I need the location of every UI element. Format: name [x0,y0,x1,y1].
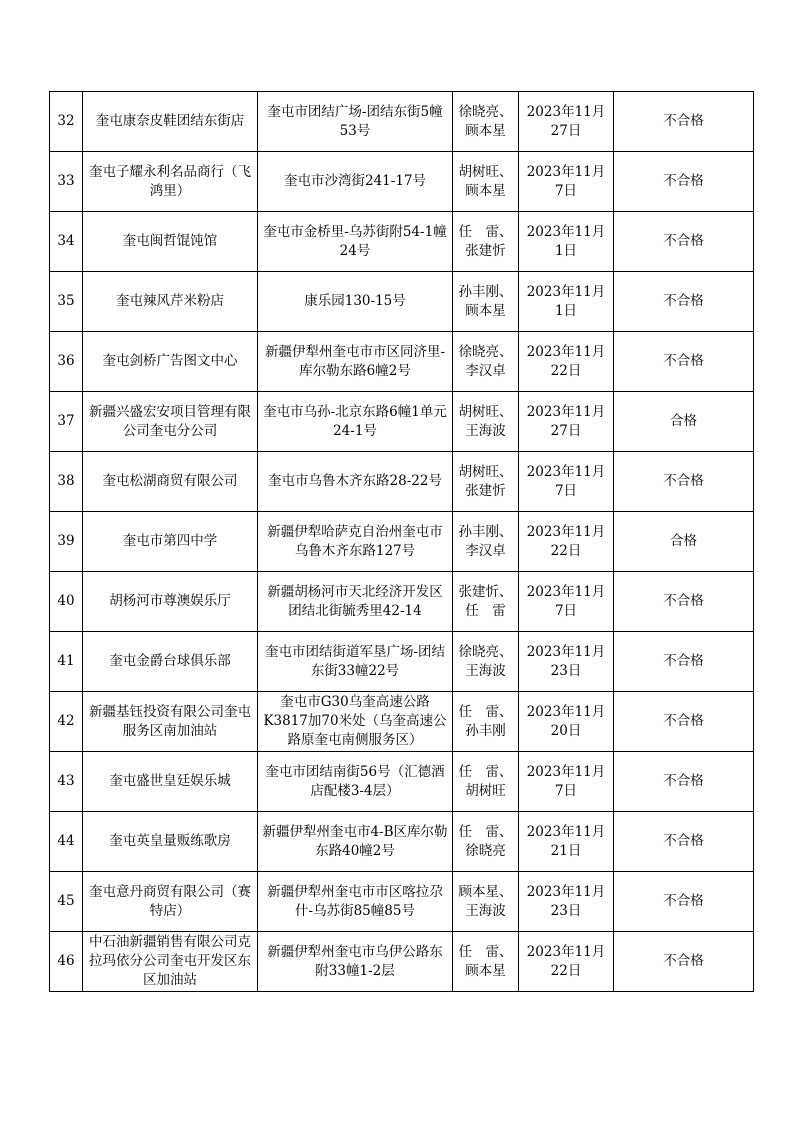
inspection-result: 不合格 [614,272,754,332]
entity-name: 新疆基钰投资有限公司奎屯服务区南加油站 [83,692,258,752]
entity-name: 奎屯英皇量贩练歌房 [83,812,258,872]
inspectors: 孙丰刚、李汉卓 [453,512,519,572]
row-number: 35 [50,272,83,332]
inspection-date: 2023年11月7日 [519,152,614,212]
entity-name: 奎屯市第四中学 [83,512,258,572]
table-row [50,152,754,212]
entity-address: 奎屯市团结广场-团结东街5幢53号 [258,92,453,152]
row-number: 42 [50,692,83,752]
table-row [50,212,754,272]
inspection-result: 不合格 [614,332,754,392]
inspectors: 任 雷、顾本星 [453,932,519,992]
table-row [50,812,754,872]
inspectors: 胡树旺、张建忻 [453,452,519,512]
table-row [50,332,754,392]
inspection-result: 合格 [614,512,754,572]
row-number: 45 [50,872,83,932]
inspection-date: 2023年11月27日 [519,392,614,452]
entity-address: 新疆伊犁州奎屯市乌伊公路东附33幢1-2层 [258,932,453,992]
entity-address: 新疆伊犁哈萨克自治州奎屯市乌鲁木齐东路127号 [258,512,453,572]
inspection-date: 2023年11月22日 [519,332,614,392]
entity-name: 奎屯辣风芹米粉店 [83,272,258,332]
entity-address: 奎屯市团结街道军垦广场-团结东街33幢22号 [258,632,453,692]
row-number: 37 [50,392,83,452]
entity-name: 奎屯闽哲馄饨馆 [83,212,258,272]
row-number: 38 [50,452,83,512]
entity-address: 奎屯市G30乌奎高速公路K3817加70米处（乌奎高速公路原奎屯南侧服务区） [258,692,453,752]
inspection-date: 2023年11月7日 [519,752,614,812]
entity-address: 奎屯市乌孙-北京东路6幢1单元24-1号 [258,392,453,452]
entity-address: 康乐园130-15号 [258,272,453,332]
entity-name: 奎屯盛世皇廷娱乐城 [83,752,258,812]
row-number: 40 [50,572,83,632]
inspection-result: 不合格 [614,152,754,212]
table-row [50,92,754,152]
entity-name: 奎屯意丹商贸有限公司（赛特店） [83,872,258,932]
inspectors: 任 雷、孙丰刚 [453,692,519,752]
row-number: 46 [50,932,83,992]
inspection-result: 不合格 [614,572,754,632]
table-row [50,452,754,512]
inspection-date: 2023年11月21日 [519,812,614,872]
entity-name: 奎屯康奈皮鞋团结东街店 [83,92,258,152]
entity-address: 新疆伊犁州奎屯市4-B区库尔勒东路40幢2号 [258,812,453,872]
entity-address: 新疆胡杨河市天北经济开发区团结北街毓秀里42-14 [258,572,453,632]
inspectors: 张建忻、任 雷 [453,572,519,632]
table-row [50,392,754,452]
inspection-date: 2023年11月20日 [519,692,614,752]
inspectors: 任 雷、徐晓亮 [453,812,519,872]
inspection-date: 2023年11月1日 [519,212,614,272]
inspection-result: 不合格 [614,752,754,812]
inspection-result: 不合格 [614,452,754,512]
inspection-result: 不合格 [614,632,754,692]
entity-name: 奎屯松湖商贸有限公司 [83,452,258,512]
inspection-result: 合格 [614,392,754,452]
entity-name: 奎屯剑桥广告图文中心 [83,332,258,392]
inspection-date: 2023年11月27日 [519,92,614,152]
entity-name: 新疆兴盛宏安项目管理有限公司奎屯分公司 [83,392,258,452]
inspectors: 任 雷、胡树旺 [453,752,519,812]
row-number: 41 [50,632,83,692]
inspectors: 任 雷、张建忻 [453,212,519,272]
table-row [50,692,754,752]
inspection-date: 2023年11月23日 [519,632,614,692]
inspection-result: 不合格 [614,212,754,272]
table-row [50,512,754,572]
row-number: 43 [50,752,83,812]
row-number: 39 [50,512,83,572]
entity-address: 奎屯市金桥里-乌苏街附54-1幢24号 [258,212,453,272]
inspectors: 胡树旺、王海波 [453,392,519,452]
inspection-date: 2023年11月23日 [519,872,614,932]
inspection-date: 2023年11月1日 [519,272,614,332]
table-row [50,932,754,992]
table-row [50,632,754,692]
inspection-date: 2023年11月22日 [519,932,614,992]
table-row [50,272,754,332]
inspectors: 胡树旺、顾本星 [453,152,519,212]
entity-address: 奎屯市沙湾街241-17号 [258,152,453,212]
entity-name: 胡杨河市尊澳娱乐厅 [83,572,258,632]
row-number: 34 [50,212,83,272]
row-number: 44 [50,812,83,872]
table-row [50,572,754,632]
inspection-date: 2023年11月7日 [519,572,614,632]
entity-address: 新疆伊犁州奎屯市市区同济里-库尔勒东路6幢2号 [258,332,453,392]
inspection-result: 不合格 [614,92,754,152]
inspection-date: 2023年11月22日 [519,512,614,572]
inspectors: 孙丰刚、顾本星 [453,272,519,332]
table-body [50,92,754,992]
inspection-result: 不合格 [614,692,754,752]
inspectors: 徐晓亮、顾本星 [453,92,519,152]
inspectors: 顾本星、王海波 [453,872,519,932]
entity-address: 奎屯市团结南街56号（汇德酒店配楼3-4层） [258,752,453,812]
inspection-result: 不合格 [614,812,754,872]
entity-name: 奎屯子耀永利名品商行（飞鸿里） [83,152,258,212]
entity-address: 奎屯市乌鲁木齐东路28-22号 [258,452,453,512]
inspection-date: 2023年11月7日 [519,452,614,512]
inspectors: 徐晓亮、王海波 [453,632,519,692]
entity-name: 中石油新疆销售有限公司克拉玛依分公司奎屯开发区东区加油站 [83,932,258,992]
row-number: 32 [50,92,83,152]
inspectors: 徐晓亮、李汉卓 [453,332,519,392]
document-page [49,91,753,992]
inspection-results-table [49,91,754,992]
inspection-result: 不合格 [614,932,754,992]
table-row [50,872,754,932]
entity-address: 新疆伊犁州奎屯市市区喀拉尕什-乌苏街85幢85号 [258,872,453,932]
row-number: 36 [50,332,83,392]
row-number: 33 [50,152,83,212]
entity-name: 奎屯金爵台球俱乐部 [83,632,258,692]
table-row [50,752,754,812]
inspection-result: 不合格 [614,872,754,932]
